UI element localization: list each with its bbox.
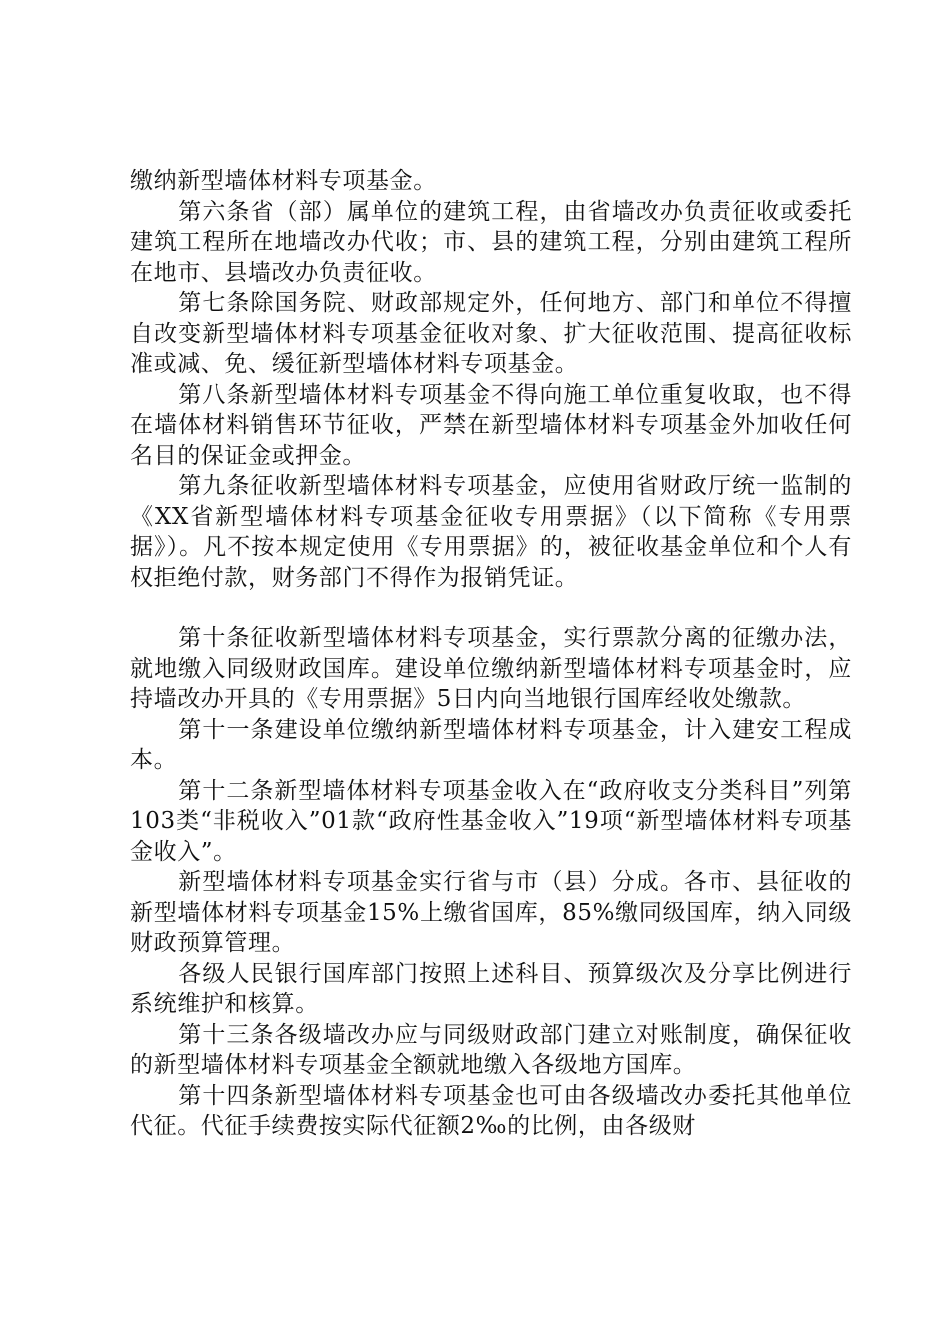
- paragraph-article-10: 第十条征收新型墙体材料专项基金，实行票款分离的征缴办法，就地缴入同级财政国库。建设单位缴纳新型墙体材料专项基金时，应持墙改办开具的《专用票据》5日内向当地银行国库经收处缴款。: [130, 625, 852, 712]
- paragraph-revenue-sharing: 新型墙体材料专项基金实行省与市（县）分成。各市、县征收的新型墙体材料专项基金15%上缴省国库，85%缴同级国库，纳入同级财政预算管理。: [130, 869, 852, 956]
- paragraph-article-8: 第八条新型墙体材料专项基金不得向施工单位重复收取，也不得在墙体材料销售环节征收，严禁在新型墙体材料专项基金外加收任何名目的保证金或押金。: [130, 381, 852, 469]
- paragraph-article-6: 第六条省（部）属单位的建筑工程，由省墙改办负责征收或委托建筑工程所在地墙改办代收；市、县的建筑工程，分别由建筑工程所在地市、县墙改办负责征收。: [130, 198, 852, 286]
- paragraph-treasury-maintenance: 各级人民银行国库部门按照上述科目、预算级次及分享比例进行系统维护和核算。: [130, 960, 852, 1017]
- paragraph-article-9: 第九条征收新型墙体材料专项基金，应使用省财政厅统一监制的《XX省新型墙体材料专项基金征收专用票据》（以下简称《专用票据》）。凡不按本规定使用《专用票据》的，被征收基金单位和个人有权拒绝付款，财务部门不得作为报销凭证。: [130, 473, 852, 591]
- paragraph-article-14: 第十四条新型墙体材料专项基金也可由各级墙改办委托其他单位代征。代征手续费按实际代征额2‰的比例，由各级财: [130, 1082, 852, 1139]
- document-page: [130, 166, 852, 1142]
- paragraph-article-11: 第十一条建设单位缴纳新型墙体材料专项基金，计入建安工程成本。: [130, 716, 852, 773]
- paragraph-article-12: 第十二条新型墙体材料专项基金收入在“政府收支分类科目”列第103类“非税收入”01款“政府性基金收入”19项“新型墙体材料专项基金收入”。: [130, 777, 852, 865]
- paragraph-article-13: 第十三条各级墙改办应与同级财政部门建立对账制度，确保征收的新型墙体材料专项基金全额就地缴入各级地方国库。: [130, 1021, 852, 1078]
- paragraph-continuation: 缴纳新型墙体材料专项基金。: [130, 168, 437, 194]
- paragraph-article-7: 第七条除国务院、财政部规定外，任何地方、部门和单位不得擅自改变新型墙体材料专项基金征收对象、扩大征收范围、提高征收标准或减、免、缓征新型墙体材料专项基金。: [130, 290, 852, 377]
